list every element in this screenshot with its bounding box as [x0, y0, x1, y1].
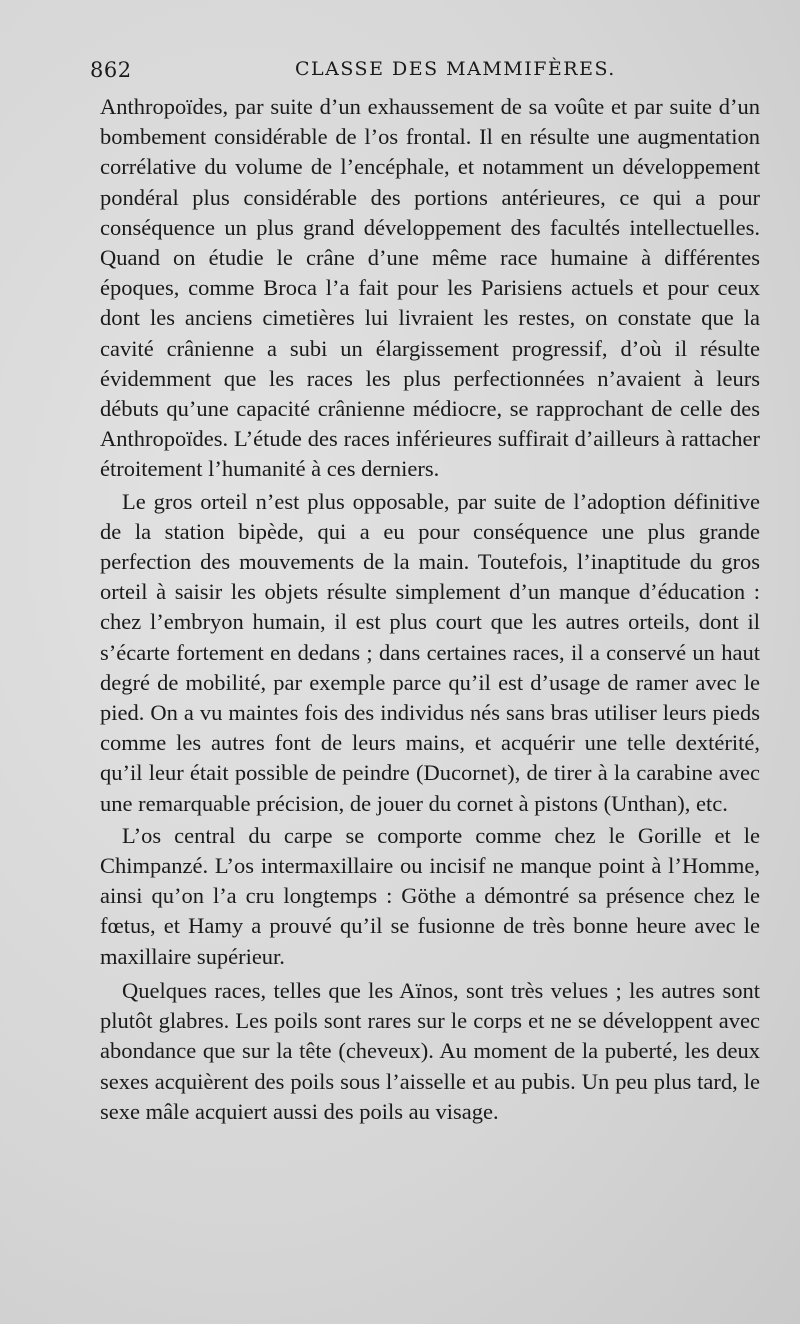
page-header	[90, 58, 780, 88]
body-text	[100, 92, 760, 1129]
page-number: 862	[90, 58, 132, 82]
paragraph-2: Le gros orteil n’est plus opposable, par suite de l’adoption définitive de la station bipède, qui a eu pour conséquence une plus grande perfection des mouvements de la main. Toutefois, l’inaptitude du gros orteil à saisir les objets résulte simplement d’un manque d’éducation : chez l’embryon humain, il est plus court que les autres orteils, dont il s’écarte fortement en dedans ; dans certaines races, il a conservé un haut degré de mobilité, par exemple parce qu’il est d’usage de ramer avec le pied. On a vu maintes fois des individus nés sans bras utiliser leurs pieds comme les autres font de leurs mains, et acquérir une telle dextérité, qu’il leur était possible de peindre (Ducornet), de tirer à la carabine avec une remarquable précision, de jouer du cornet à pistons (Unthan), etc.	[100, 488, 760, 816]
paragraph-1: Anthropoïdes, par suite d’un exhaussement de sa voûte et par suite d’un bombement considérable de l’os frontal. Il en résulte une augmentation corrélative du volume de l’encéphale, et notamment un développement pondéral plus considérable des portions antérieures, ce qui a pour conséquence un plus grand développement des facultés intellectuelles. Quand on étudie le crâne d’une même race humaine à différentes époques, comme Broca l’a fait pour les Parisiens actuels et pour ceux dont les anciens cimetières lui livraient les restes, on constate que la cavité crânienne a subi un élargissement progressif, d’où il résulte évidemment que les races les plus perfectionnées n’avaient à leurs débuts qu’une capacité crânienne médiocre, se rapprochant de celle des Anthropoïdes. L’étude des races inférieures suffirait d’ailleurs à rattacher étroitement l’humanité à ces derniers.	[100, 94, 760, 482]
paragraph-3: L’os central du carpe se comporte comme chez le Gorille et le Chimpanzé. L’os intermaxillaire ou incisif ne manque point à l’Homme, ainsi qu’on l’a cru longtemps : Göthe a démontré sa présence chez le fœtus, et Hamy a prouvé qu’il se fusionne de très bonne heure avec le maxillaire supérieur.	[100, 822, 760, 969]
paragraph-4: Quelques races, telles que les Aïnos, sont très velues ; les autres sont plutôt glabres. Les poils sont rares sur le corps et ne se développent avec abondance que sur la tête (cheveux). Au moment de la puberté, les deux sexes acquièrent des poils sous l’aisselle et au pubis. Un peu plus tard, le sexe mâle acquiert aussi des poils au visage.	[100, 977, 760, 1124]
running-head: CLASSE DES MAMMIFÈRES.	[295, 58, 616, 80]
